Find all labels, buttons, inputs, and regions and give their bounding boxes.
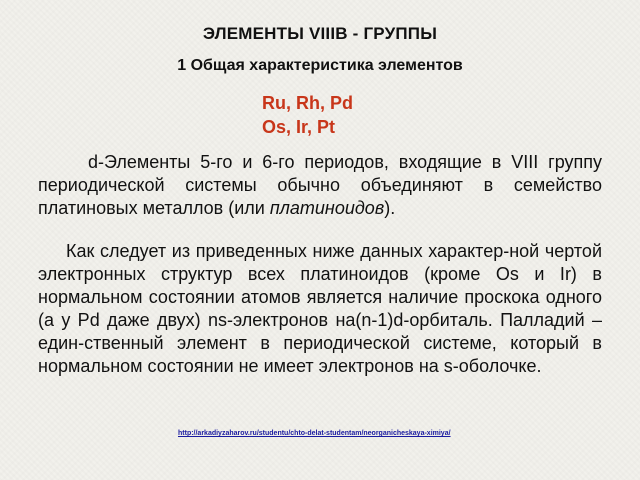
paragraph-1-text-a: d-Элементы 5-го и 6-го периодов, входящие в VIII группу периодической системы обычно объединяют в семейство платиновых металлов (или <box>38 152 602 218</box>
paragraph-electron-structure: Как следует из приведенных ниже данных характер-ной чертой электронных структур всех платиноидов (кроме Os и Ir) в нормальном состоянии атомов является наличие проскока одного (а у Pd даже двух) ns-электронов на(n-1)d-орбиталь. Палладий – един-ственный элемент в периодической системе, который в нормальном состоянии не имеет электронов на s-оболочке. <box>38 241 602 376</box>
element-symbols <box>262 91 353 139</box>
element-symbols-line-2: Os, Ir, Pt <box>262 117 336 137</box>
source-link[interactable]: http://arkadiyzaharov.ru/studentu/chto-delat-studentam/neorganicheskaya-ximiya/ <box>178 430 451 437</box>
element-symbols-line-1: Ru, Rh, Pd <box>262 93 353 113</box>
paragraph-1-text-b: ). <box>384 198 396 218</box>
slide-title: ЭЛЕМЕНТЫ VIIIB - ГРУППЫ <box>202 24 438 43</box>
slide-subtitle: 1 Общая характеристика элементов <box>177 57 463 74</box>
paragraph-platinum-family <box>38 151 602 220</box>
paragraph-1-emphasis: платиноидов <box>269 198 385 218</box>
